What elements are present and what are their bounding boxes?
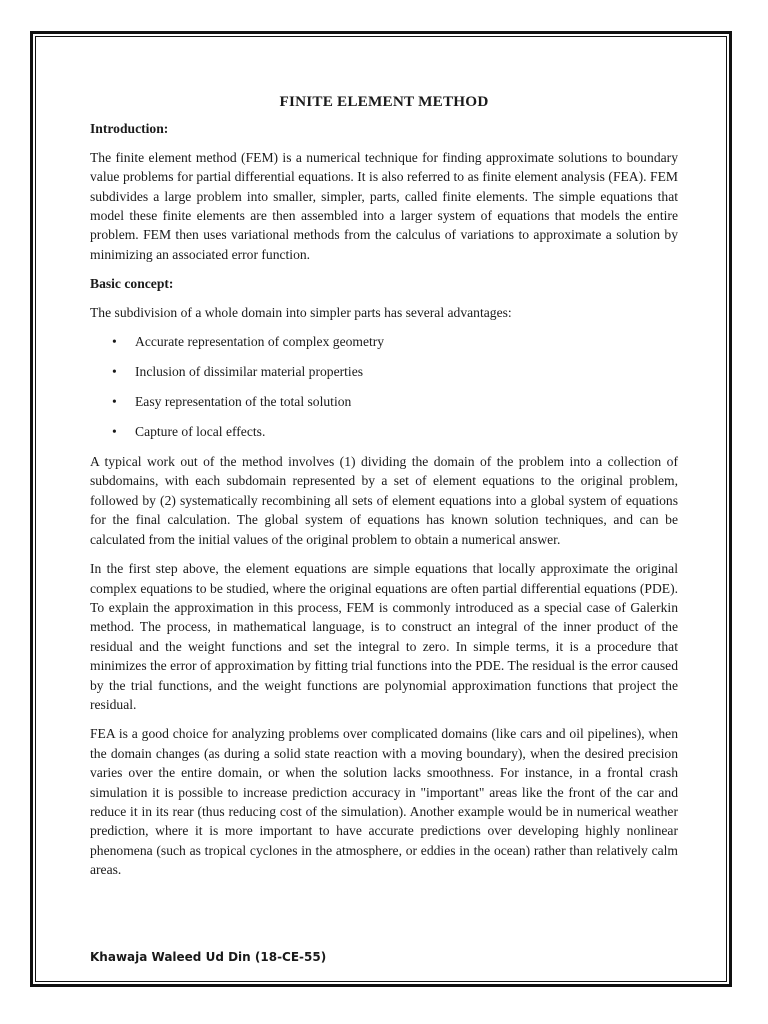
method-steps-paragraph: A typical work out of the method involves (1) dividing the domain of the problem into a collection of subdomains, with each subdomain represented by a set of element equations to the original problem, followed by (2) systematically recombining all sets of element equations into a global system of equations for the final calculation. The global system of equations has known solution techniques, and can be calculated from the initial values of the original problem to obtain a numerical answer. — [90, 454, 678, 547]
list-item — [90, 362, 678, 382]
list-item-text: Easy representation of the total solution — [135, 394, 352, 410]
list-item-text: Capture of local effects. — [135, 424, 266, 440]
fea-applications-paragraph: FEA is a good choice for analyzing problems over complicated domains (like cars and oil pipelines), when the domain changes (as during a solid state reaction with a moving boundary), when the desired precision varies over the entire domain, or when the solution lacks smoothness. For instance, in a frontal crash simulation it is possible to increase prediction accuracy in "important" areas like the front of the car and reduce it in its rear (thus reducing cost of the simulation). Another example would be in numerical weather prediction, where it is more important to have accurate predictions over developing highly nonlinear phenomena (such as tropical cyclones in the atmosphere, or eddies in the ocean) rather than relatively calm areas. — [90, 726, 678, 878]
basic-concept-heading: Basic concept: — [90, 276, 174, 292]
document-title: FINITE ELEMENT METHOD — [279, 93, 489, 110]
introduction-heading: Introduction: — [90, 121, 169, 137]
list-item — [90, 332, 678, 352]
author-footer: Khawaja Waleed Ud Din (18-CE-55) — [90, 950, 327, 964]
basic-concept-intro: The subdivision of a whole domain into simpler parts has several advantages: — [90, 304, 512, 320]
list-item — [90, 392, 678, 412]
bullet-icon: • — [112, 364, 117, 380]
document-body — [90, 92, 678, 890]
bullet-icon: • — [112, 394, 117, 410]
advantages-list — [90, 332, 678, 442]
list-item-text: Inclusion of dissimilar material properties — [135, 364, 364, 380]
element-equations-paragraph: In the first step above, the element equations are simple equations that locally approximate the original complex equations to be studied, where the original equations are often partial differential equations (PDE). To explain the approximation in this process, FEM is commonly introduced as a special case of Galerkin method. The process, in mathematical language, is to construct an integral of the inner product of the residual and the weight functions and set the integral to zero. In simple terms, it is a procedure that minimizes the error of approximation by fitting trial functions into the PDE. The residual is the error caused by the trial functions, and the weight functions are polynomial approximation functions that project the residual. — [90, 561, 678, 712]
list-item-text: Accurate representation of complex geometry — [135, 334, 385, 350]
list-item — [90, 422, 678, 442]
introduction-paragraph: The finite element method (FEM) is a numerical technique for finding approximate solutions to boundary value problems for partial differential equations. It is also referred to as finite element analysis (FEA). FEM subdivides a large problem into smaller, simpler, parts, called finite elements. The simple equations that model these finite elements are then assembled into a larger system of equations that models the entire problem. FEM then uses variational methods from the calculus of variations to approximate a solution by minimizing an associated error function. — [90, 149, 678, 262]
bullet-icon: • — [112, 424, 117, 440]
bullet-icon: • — [112, 334, 117, 350]
